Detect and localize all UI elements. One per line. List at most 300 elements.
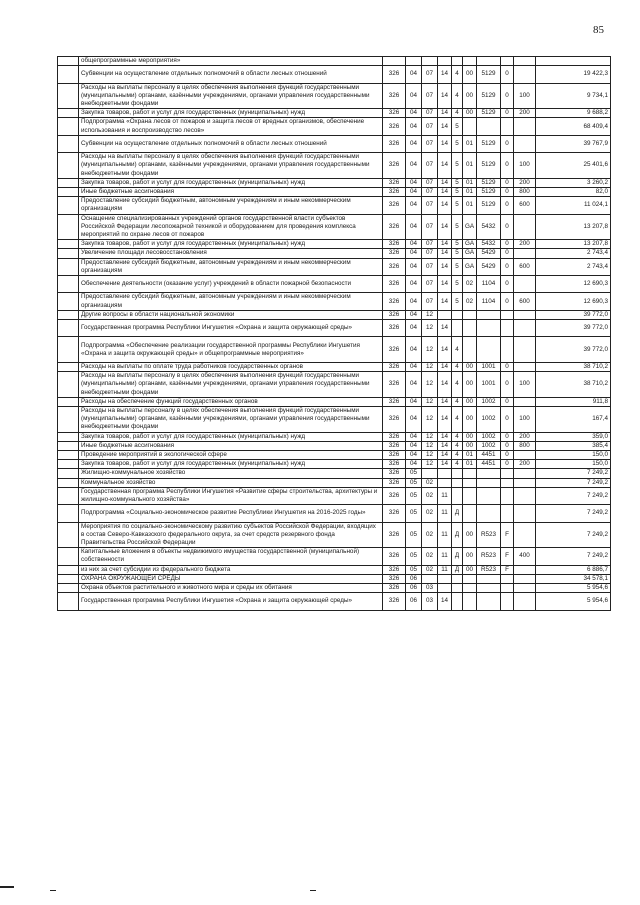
subprogram-code: 4 — [452, 407, 463, 433]
row-sum: 6 886,7 — [536, 565, 611, 574]
direction-code — [477, 574, 501, 583]
direction-code: 5129 — [477, 66, 501, 83]
row-gutter — [58, 135, 79, 152]
subsection-code: 12 — [422, 451, 438, 460]
page-number: 85 — [593, 24, 604, 36]
program-code: 14 — [438, 372, 452, 398]
ministry-code: 326 — [383, 451, 406, 460]
row-name: Расходы на выплаты персоналу в целях обеспечения выполнения функций государственными (муниципальными) органами, казёнными учреждениями, органами управления государственными внебюджетными фондами — [79, 372, 383, 398]
section-code: 04 — [406, 337, 422, 363]
extra-code: 0 — [501, 407, 514, 433]
expense-type-code — [514, 135, 536, 152]
extra-code: 0 — [501, 293, 514, 310]
row-sum: 385,4 — [536, 441, 611, 450]
ministry-code: 326 — [383, 565, 406, 574]
event-code: 00 — [463, 66, 477, 83]
subprogram-code: 4 — [452, 441, 463, 450]
extra-code — [501, 320, 514, 337]
direction-code — [477, 478, 501, 487]
extra-code: 0 — [501, 397, 514, 406]
subprogram-code: 5 — [452, 135, 463, 152]
row-name: Проведение мероприятий в экологической сфере — [79, 451, 383, 460]
extra-code: 0 — [501, 363, 514, 372]
row-name: Закупка товаров, работ и услуг для государственных (муниципальных) нужд — [79, 178, 383, 187]
event-code: 02 — [463, 276, 477, 293]
row-gutter — [58, 293, 79, 310]
subsection-code: 12 — [422, 397, 438, 406]
table-body — [58, 57, 611, 611]
section-code: 04 — [406, 178, 422, 187]
direction-code: 4451 — [477, 460, 501, 469]
ministry-code: 326 — [383, 293, 406, 310]
row-name: Увеличение площади лесовосстановления — [79, 249, 383, 258]
program-code: 11 — [438, 505, 452, 522]
row-name: Предоставление субсидий бюджетным, автономным учреждениям и иным некоммерческим организациям — [79, 197, 383, 214]
event-code: 00 — [463, 407, 477, 433]
expense-type-code — [514, 276, 536, 293]
table-row — [58, 469, 611, 478]
event-code: GA — [463, 249, 477, 258]
program-code — [438, 584, 452, 593]
expense-type-code — [514, 522, 536, 548]
table-row — [58, 310, 611, 319]
row-gutter — [58, 240, 79, 249]
section-code: 04 — [406, 276, 422, 293]
ministry-code — [383, 57, 406, 66]
subsection-code: 07 — [422, 293, 438, 310]
event-code: 01 — [463, 197, 477, 214]
ministry-code: 326 — [383, 240, 406, 249]
event-code: 00 — [463, 372, 477, 398]
row-name: Расходы на выплаты персоналу в целях обеспечения выполнения функций государственными (муниципальными) органами, казёнными учреждениями, органами управления государственными внебюджетными фондами — [79, 407, 383, 433]
extra-code: 0 — [501, 451, 514, 460]
row-name: Жилищно-коммунальное хозяйство — [79, 469, 383, 478]
program-code: 14 — [438, 197, 452, 214]
row-name: Закупка товаров, работ и услуг для государственных (муниципальных) нужд — [79, 240, 383, 249]
event-code — [463, 469, 477, 478]
direction-code: 5129 — [477, 135, 501, 152]
event-code: GA — [463, 258, 477, 275]
program-code: 14 — [438, 249, 452, 258]
event-code: 00 — [463, 363, 477, 372]
row-name: Коммунальное хозяйство — [79, 478, 383, 487]
table-row — [58, 593, 611, 610]
event-code: 01 — [463, 153, 477, 179]
subprogram-code: Д — [452, 565, 463, 574]
row-gutter — [58, 451, 79, 460]
section-code: 04 — [406, 372, 422, 398]
subsection-code: 12 — [422, 372, 438, 398]
direction-code: 1104 — [477, 293, 501, 310]
program-code: 14 — [438, 451, 452, 460]
table-row — [58, 397, 611, 406]
direction-code: 1104 — [477, 276, 501, 293]
subprogram-code: 5 — [452, 276, 463, 293]
expense-type-code — [514, 574, 536, 583]
extra-code: 0 — [501, 197, 514, 214]
subsection-code: 12 — [422, 310, 438, 319]
subprogram-code — [452, 320, 463, 337]
expense-type-code — [514, 397, 536, 406]
subsection-code: 07 — [422, 258, 438, 275]
row-sum: 2 743,4 — [536, 258, 611, 275]
table-row — [58, 109, 611, 118]
direction-code: R523 — [477, 548, 501, 565]
extra-code: 0 — [501, 153, 514, 179]
subprogram-code: 4 — [452, 337, 463, 363]
event-code: 00 — [463, 522, 477, 548]
table-row — [58, 460, 611, 469]
program-code: 14 — [438, 135, 452, 152]
expense-type-code — [514, 57, 536, 66]
direction-code: 5129 — [477, 109, 501, 118]
subsection-code: 07 — [422, 214, 438, 240]
event-code — [463, 478, 477, 487]
event-code: GA — [463, 214, 477, 240]
ministry-code: 326 — [383, 337, 406, 363]
direction-code: 5129 — [477, 188, 501, 197]
table-row — [58, 574, 611, 583]
extra-code: 0 — [501, 178, 514, 187]
program-code: 14 — [438, 118, 452, 135]
subsection-code: 07 — [422, 178, 438, 187]
table-row — [58, 178, 611, 187]
extra-code: 0 — [501, 441, 514, 450]
row-name: Мероприятия по социально-экономическому развитию субъектов Российской Федерации, входящих в состав Северо-Кавказского федерального округа, за счет средств резервного фонда Правительства Российской Федерации — [79, 522, 383, 548]
row-sum: 3 260,2 — [536, 178, 611, 187]
scan-mark — [310, 890, 316, 891]
extra-code — [501, 469, 514, 478]
row-name: Расходы на выплаты по оплате труда работников государственных органов — [79, 363, 383, 372]
table-row — [58, 118, 611, 135]
extra-code: F — [501, 522, 514, 548]
table-row — [58, 293, 611, 310]
subprogram-code: 5 — [452, 240, 463, 249]
subprogram-code: 4 — [452, 372, 463, 398]
program-code: 14 — [438, 214, 452, 240]
ministry-code: 326 — [383, 363, 406, 372]
subprogram-code — [452, 574, 463, 583]
extra-code: 0 — [501, 214, 514, 240]
subsection-code: 02 — [422, 487, 438, 504]
expense-type-code: 600 — [514, 197, 536, 214]
row-gutter — [58, 337, 79, 363]
table-row — [58, 441, 611, 450]
row-sum: 13 207,8 — [536, 214, 611, 240]
section-code: 04 — [406, 109, 422, 118]
extra-code: 0 — [501, 135, 514, 152]
row-sum: 11 024,1 — [536, 197, 611, 214]
subsection-code: 02 — [422, 565, 438, 574]
direction-code: 1001 — [477, 363, 501, 372]
section-code: 05 — [406, 548, 422, 565]
program-code — [438, 574, 452, 583]
event-code: GA — [463, 240, 477, 249]
extra-code — [501, 337, 514, 363]
extra-code: 0 — [501, 240, 514, 249]
row-sum: 150,0 — [536, 460, 611, 469]
row-gutter — [58, 441, 79, 450]
extra-code: 0 — [501, 83, 514, 109]
ministry-code: 326 — [383, 432, 406, 441]
table-row — [58, 83, 611, 109]
section-code: 04 — [406, 293, 422, 310]
row-gutter — [58, 66, 79, 83]
event-code — [463, 574, 477, 583]
row-sum: 12 690,3 — [536, 276, 611, 293]
expense-type-code: 100 — [514, 153, 536, 179]
row-sum: 39 767,9 — [536, 135, 611, 152]
ministry-code: 326 — [383, 188, 406, 197]
subprogram-code: 5 — [452, 197, 463, 214]
extra-code — [501, 118, 514, 135]
row-name: Государственная программа Республики Ингушетия «Развитие сферы строительства, архитектуры и жилищно-коммунального хозяйства» — [79, 487, 383, 504]
ministry-code: 326 — [383, 584, 406, 593]
direction-code: R523 — [477, 565, 501, 574]
row-gutter — [58, 214, 79, 240]
table-row — [58, 57, 611, 66]
row-name: Оснащение специализированных учреждений органов государственной власти субъектов Российской Федерации лесопожарной техникой и оборудованием для проведения комплекса мероприятий по охране лесов от пожаров — [79, 214, 383, 240]
event-code: 00 — [463, 83, 477, 109]
event-code: 02 — [463, 293, 477, 310]
subprogram-code: 5 — [452, 249, 463, 258]
expense-type-code — [514, 469, 536, 478]
program-code: 14 — [438, 460, 452, 469]
event-code: 00 — [463, 565, 477, 574]
subsection-code: 02 — [422, 478, 438, 487]
event-code: 01 — [463, 460, 477, 469]
program-code: 11 — [438, 548, 452, 565]
scan-mark — [50, 890, 56, 891]
section-code: 04 — [406, 240, 422, 249]
table-row — [58, 337, 611, 363]
row-gutter — [58, 57, 79, 66]
subsection-code: 12 — [422, 432, 438, 441]
ministry-code: 326 — [383, 487, 406, 504]
ministry-code: 326 — [383, 505, 406, 522]
expense-type-code — [514, 505, 536, 522]
row-gutter — [58, 197, 79, 214]
extra-code: F — [501, 565, 514, 574]
section-code — [406, 57, 422, 66]
subprogram-code — [452, 310, 463, 319]
row-gutter — [58, 178, 79, 187]
subprogram-code — [452, 469, 463, 478]
program-code — [438, 310, 452, 319]
event-code: 00 — [463, 109, 477, 118]
expense-type-code — [514, 310, 536, 319]
subprogram-code: 4 — [452, 397, 463, 406]
extra-code: 0 — [501, 432, 514, 441]
row-sum: 38 710,2 — [536, 372, 611, 398]
ministry-code: 326 — [383, 249, 406, 258]
program-code: 14 — [438, 109, 452, 118]
section-code: 04 — [406, 188, 422, 197]
section-code: 04 — [406, 83, 422, 109]
row-gutter — [58, 478, 79, 487]
direction-code: R523 — [477, 522, 501, 548]
row-gutter — [58, 83, 79, 109]
subsection-code — [422, 574, 438, 583]
row-gutter — [58, 153, 79, 179]
table-row — [58, 451, 611, 460]
direction-code — [477, 57, 501, 66]
row-sum: 9 734,1 — [536, 83, 611, 109]
subsection-code — [422, 57, 438, 66]
row-sum — [536, 57, 611, 66]
subsection-code: 07 — [422, 135, 438, 152]
ministry-code: 326 — [383, 407, 406, 433]
direction-code: 5432 — [477, 214, 501, 240]
direction-code — [477, 469, 501, 478]
program-code: 14 — [438, 258, 452, 275]
direction-code: 5129 — [477, 197, 501, 214]
program-code: 14 — [438, 397, 452, 406]
extra-code: 0 — [501, 109, 514, 118]
row-name: Расходы на выплаты персоналу в целях обеспечения выполнения функций государственными (муниципальными) органами, казёнными учреждениями, органами управления государственными внебюджетными фондами — [79, 153, 383, 179]
subprogram-code: 5 — [452, 214, 463, 240]
subprogram-code: Д — [452, 548, 463, 565]
row-name: Государственная программа Республики Ингушетия «Охрана и защита окружающей среды» — [79, 320, 383, 337]
subsection-code: 07 — [422, 118, 438, 135]
row-gutter — [58, 276, 79, 293]
row-gutter — [58, 407, 79, 433]
ministry-code: 326 — [383, 522, 406, 548]
ministry-code: 326 — [383, 83, 406, 109]
expense-type-code — [514, 478, 536, 487]
row-name: Иные бюджетные ассигнования — [79, 441, 383, 450]
row-sum: 7 249,2 — [536, 548, 611, 565]
program-code: 14 — [438, 153, 452, 179]
row-gutter — [58, 584, 79, 593]
extra-code: 0 — [501, 249, 514, 258]
section-code: 04 — [406, 135, 422, 152]
row-name: Подпрограмма «Социально-экономическое развитие Республики Ингушетия на 2016-2025 годы» — [79, 505, 383, 522]
event-code: 00 — [463, 441, 477, 450]
row-sum: 82,0 — [536, 188, 611, 197]
direction-code — [477, 505, 501, 522]
row-name: Подпрограмма «Обеспечение реализации государственной программы Республики Ингушетия «Охрана и защита окружающей среды» и общепрограммные мероприятия» — [79, 337, 383, 363]
table-row — [58, 548, 611, 565]
expense-type-code: 100 — [514, 83, 536, 109]
subsection-code: 07 — [422, 197, 438, 214]
table-row — [58, 320, 611, 337]
event-code — [463, 118, 477, 135]
ministry-code: 326 — [383, 548, 406, 565]
extra-code: 0 — [501, 258, 514, 275]
direction-code: 5129 — [477, 83, 501, 109]
program-code: 14 — [438, 240, 452, 249]
row-gutter — [58, 310, 79, 319]
row-name: ОХРАНА ОКРУЖАЮЩЕЙ СРЕДЫ — [79, 574, 383, 583]
expense-type-code — [514, 320, 536, 337]
expense-type-code: 200 — [514, 460, 536, 469]
expense-type-code: 200 — [514, 178, 536, 187]
subsection-code: 12 — [422, 460, 438, 469]
expense-type-code — [514, 118, 536, 135]
row-gutter — [58, 505, 79, 522]
ministry-code: 326 — [383, 258, 406, 275]
row-name: Другие вопросы в области национальной экономики — [79, 310, 383, 319]
program-code: 14 — [438, 178, 452, 187]
program-code: 14 — [438, 320, 452, 337]
subsection-code: 02 — [422, 522, 438, 548]
table-row — [58, 363, 611, 372]
extra-code: 0 — [501, 276, 514, 293]
row-gutter — [58, 522, 79, 548]
expense-type-code — [514, 363, 536, 372]
subsection-code: 07 — [422, 276, 438, 293]
row-sum: 359,0 — [536, 432, 611, 441]
row-gutter — [58, 469, 79, 478]
table-row — [58, 153, 611, 179]
subprogram-code: 5 — [452, 178, 463, 187]
row-gutter — [58, 565, 79, 574]
row-name: Подпрограмма «Охрана лесов от пожаров и защита лесов от вредных организмов, обеспечение использования и воспроизводство лесов» — [79, 118, 383, 135]
section-code: 05 — [406, 478, 422, 487]
subsection-code: 03 — [422, 593, 438, 610]
ministry-code: 326 — [383, 276, 406, 293]
expense-type-code — [514, 249, 536, 258]
section-code: 04 — [406, 197, 422, 214]
table-row — [58, 505, 611, 522]
section-code: 05 — [406, 522, 422, 548]
direction-code: 5432 — [477, 240, 501, 249]
table-row — [58, 249, 611, 258]
table-row — [58, 276, 611, 293]
row-gutter — [58, 118, 79, 135]
subprogram-code: 5 — [452, 153, 463, 179]
row-sum: 2 743,4 — [536, 249, 611, 258]
subsection-code: 07 — [422, 249, 438, 258]
section-code: 04 — [406, 249, 422, 258]
program-code: 14 — [438, 432, 452, 441]
subprogram-code — [452, 593, 463, 610]
row-name: Предоставление субсидий бюджетным, автономным учреждениям и иным некоммерческим организациям — [79, 293, 383, 310]
event-code: 00 — [463, 432, 477, 441]
section-code: 06 — [406, 574, 422, 583]
row-name: Иные бюджетные ассигнования — [79, 188, 383, 197]
direction-code: 1002 — [477, 397, 501, 406]
ministry-code: 326 — [383, 469, 406, 478]
subprogram-code: 5 — [452, 293, 463, 310]
subsection-code: 02 — [422, 548, 438, 565]
subsection-code: 07 — [422, 188, 438, 197]
subsection-code: 07 — [422, 83, 438, 109]
expense-type-code — [514, 487, 536, 504]
row-name: из них за счет субсидии из федерального бюджета — [79, 565, 383, 574]
row-gutter — [58, 397, 79, 406]
extra-code — [501, 584, 514, 593]
ministry-code: 326 — [383, 397, 406, 406]
section-code: 04 — [406, 432, 422, 441]
direction-code — [477, 118, 501, 135]
section-code: 04 — [406, 451, 422, 460]
direction-code: 1002 — [477, 407, 501, 433]
subsection-code: 02 — [422, 505, 438, 522]
row-sum: 7 249,2 — [536, 469, 611, 478]
ministry-code: 326 — [383, 197, 406, 214]
ministry-code: 326 — [383, 310, 406, 319]
expense-type-code: 600 — [514, 258, 536, 275]
row-gutter — [58, 432, 79, 441]
direction-code: 5429 — [477, 258, 501, 275]
ministry-code: 326 — [383, 441, 406, 450]
row-gutter — [58, 574, 79, 583]
row-sum: 34 578,1 — [536, 574, 611, 583]
program-code: 14 — [438, 337, 452, 363]
section-code: 06 — [406, 584, 422, 593]
